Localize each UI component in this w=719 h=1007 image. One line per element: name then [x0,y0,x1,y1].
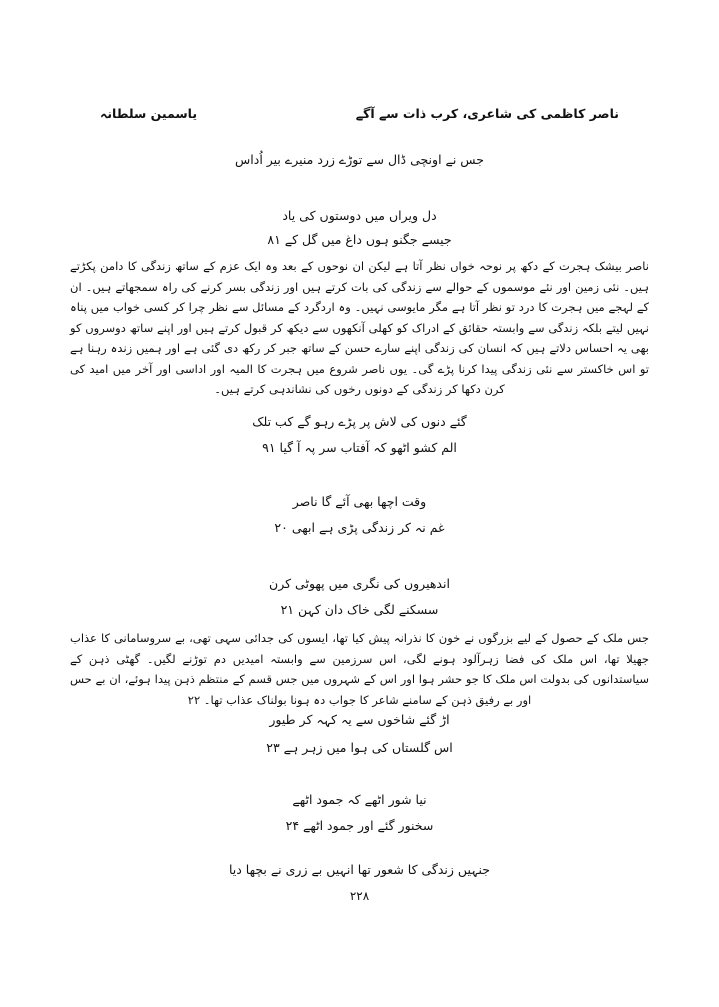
verse-1 [70,150,649,170]
verse-6 [70,710,649,758]
verse-3-line-1: گئے دنوں کی لاش پر پڑے رہو گے کب تلک [252,414,467,429]
verse-8 [70,860,649,880]
verse-4-line-2: غم نہ کر زندگی پڑی ہے ابھی ۲۰ [274,520,445,535]
verse-7-line-2: سخنور گئے اور جمود اٹھے ۲۴ [285,818,434,833]
verse-5-line-2: سسکنے لگی خاک دان کہن ۲۱ [280,602,439,617]
verse-3 [70,412,649,458]
verse-8-line: جنہیں زندگی کا شعور تھا انہیں بے زری نے بچھا دیا [228,862,491,877]
verse-2 [70,206,649,250]
verse-4-line-1: وقت اچھا بھی آئے گا ناصر [292,494,427,509]
running-header [100,106,619,126]
header-title: ناصر کاظمی کی شاعری، کرب ذات سے آگے [355,106,619,121]
paragraph-2 [70,628,649,710]
paragraph-1 [70,256,649,400]
verse-7-line-1: نیا شور اٹھے کہ جمود اٹھے [292,792,427,807]
verse-3-line-2: الم کشو اٹھو کہ آفتاب سر پہ آ گیا ۹۱ [262,440,457,455]
verse-4 [70,492,649,538]
verse-6-line-1: اڑ گئے شاخوں سے یہ کہہ کر طیور [269,712,450,727]
verse-1-line: جس نے اونچی ڈال سے توڑے زرد منیرے بیر اُداس [235,152,484,167]
page-number: ۲۲۸ [349,889,370,903]
verse-2-line-2: جیسے جگنو ہوں داغ میں گل کے ۸۱ [267,232,452,247]
verse-7 [70,790,649,836]
verse-6-line-2: اس گلستاں کی ہوا میں زہر ہے ۲۳ [266,740,453,755]
paragraph-2-text: جس ملک کے حصول کے لیے بزرگوں نے خون کا نذرانہ پیش کیا تھا، ایسوں کی جدائی سہی تھی، بے سروسامانی کا عذاب جھیلا تھا، اس ملک کی فضا زہرآلود ہونے لگی، اس سرزمین سے وابستہ امیدیں دم توڑنے لگیں۔ گھٹی ذہن کے سیاستدانوں کی بدولت اس ملک کا جو حشر ہوا اور اس کے شہروں میں جس قسم کے منتظم ذہن پیدا ہوئے، ان بے حس اور بے رفیق ذہن کے سامنے شاعر کا جواب دہ ہونا بولناک عذاب تھا۔ ۲۲ [70,631,649,707]
header-author: یاسمین سلطانہ [100,106,198,121]
paragraph-1-text: ناصر بیشک ہجرت کے دکھ پر نوحہ خواں نظر آتا ہے لیکن ان نوحوں کے بعد وہ ایک عزم کے ساتھ زندگی کا دامن پکڑتے ہیں۔ نئی زمین اور نئے موسموں کے حوالے سے زندگی کی بات کرتے ہیں اور زندگی بسر کرنے کی راہ سمجھاتے ہیں۔ ان کے لہجے میں ہجرت کا درد تو نظر آتا ہے مگر مایوسی نہیں۔ وہ اردگرد کے مسائل سے نظر چرا کر کسی خواب میں پناہ نہیں لیتے بلکہ زندگی سے وابستہ حقائق کے ادراک کو کھلی آنکھوں سے دیکھ کر قبول کرتے ہیں اور اپنے ساتھ دوسروں کو بھی یہ احساس دلاتے ہیں کہ انسان کی زندگی اپنے سارے حسن کے ساتھ جبر کر رکھ دی گئی ہے اور ہمیں زندہ رہنا ہے تو اس خاکستر سے نئی زندگی پیدا کرنا پڑے گی۔ یوں ناصر شروع میں ہجرت کا المیہ اور اداسی اور آخر میں امید کی کرن دکھا کر زندگی کے دونوں رخوں کی نشاندہی کرتے ہیں۔ [70,259,649,396]
verse-2-line-1: دل ویراں میں دوستوں کی یاد [282,208,437,223]
verse-5-line-1: اندھیروں کی نگری میں پھوٹی کرن [269,576,450,591]
verse-5 [70,574,649,620]
